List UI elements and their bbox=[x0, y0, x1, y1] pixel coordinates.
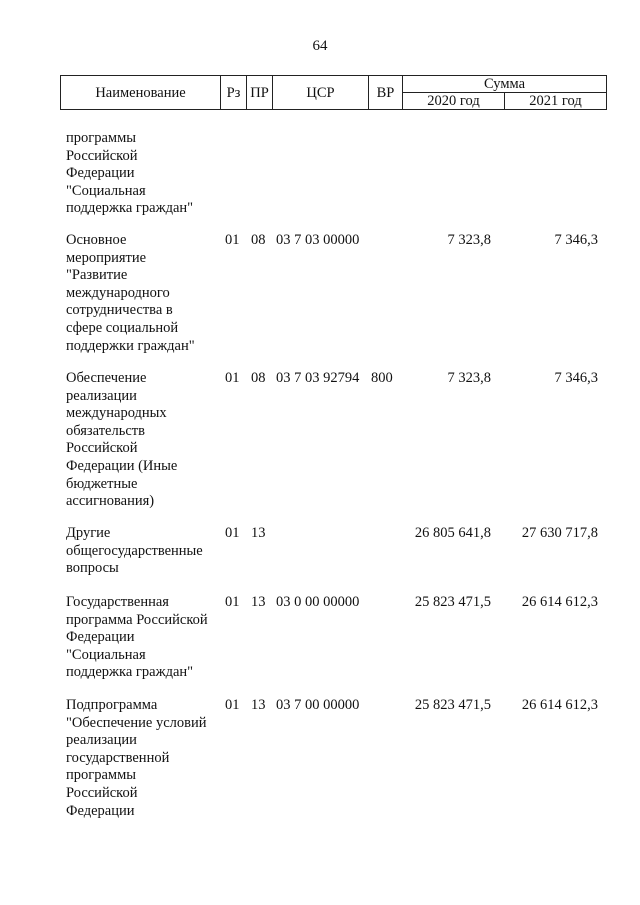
row-name bbox=[66, 697, 216, 820]
row-name-line: поддержка граждан" bbox=[66, 200, 194, 217]
row-rz: 01 bbox=[225, 232, 240, 248]
row-csr: 03 7 00 00000 bbox=[276, 697, 360, 713]
row-name-line: программы bbox=[66, 767, 136, 784]
row-sum-2020: 7 323,8 bbox=[447, 370, 491, 386]
header-year-2020: 2020 год bbox=[403, 93, 505, 110]
row-pr: 13 bbox=[251, 525, 266, 541]
row-pr: 13 bbox=[251, 594, 266, 610]
row-name bbox=[66, 232, 216, 355]
row-sum-2021: 26 614 612,3 bbox=[521, 594, 598, 610]
row-sum-2020: 7 323,8 bbox=[447, 232, 491, 248]
row-name-line: "Социальная bbox=[66, 646, 146, 663]
row-sum-2021: 7 346,3 bbox=[554, 232, 598, 248]
row-rz: 01 bbox=[225, 370, 240, 386]
row-name-line: Российской bbox=[66, 147, 138, 164]
row-name-line: Обеспечение bbox=[66, 370, 147, 386]
row-csr: 03 7 03 00000 bbox=[276, 232, 360, 248]
row-name-line: государственной bbox=[66, 749, 170, 766]
header-rz: Рз bbox=[221, 76, 247, 110]
row-name-line: Российской bbox=[66, 440, 138, 457]
row-name-line: Федерации (Иные bbox=[66, 457, 178, 474]
row-sum-2021: 26 614 612,3 bbox=[521, 697, 598, 713]
row-name bbox=[66, 594, 216, 682]
row-name-line: программа Российской bbox=[66, 611, 208, 628]
header-vr: ВР bbox=[369, 76, 403, 110]
row-rz: 01 bbox=[225, 697, 240, 713]
row-name-line: международного bbox=[66, 284, 170, 301]
table-header bbox=[60, 75, 607, 110]
row-name-line: поддержка граждан" bbox=[66, 664, 194, 681]
row-sum-2021: 7 346,3 bbox=[554, 370, 598, 386]
row-name-line: общегосударственные bbox=[66, 542, 203, 559]
header-sum: Сумма bbox=[403, 76, 607, 93]
row-name-line: "Развитие bbox=[66, 267, 128, 284]
row-csr: 03 7 03 92794 bbox=[276, 370, 360, 386]
row-name-line: "Обеспечение условий bbox=[66, 714, 207, 731]
row-name-line: поддержки граждан" bbox=[66, 337, 195, 354]
row-pr: 13 bbox=[251, 697, 266, 713]
row-name-line: реализации bbox=[66, 387, 137, 404]
row-name bbox=[66, 370, 216, 511]
row-name-line: вопросы bbox=[66, 560, 119, 577]
row-name-line: Основное bbox=[66, 232, 127, 248]
row-name-line: Российской bbox=[66, 784, 138, 801]
row-name-line: Подпрограмма bbox=[66, 697, 158, 713]
header-pr: ПР bbox=[247, 76, 273, 110]
row-pr: 08 bbox=[251, 370, 266, 386]
row-csr: 03 0 00 00000 bbox=[276, 594, 360, 610]
row-name-line: ассигнования) bbox=[66, 493, 155, 510]
row-rz: 01 bbox=[225, 525, 240, 541]
row-sum-2020: 26 805 641,8 bbox=[414, 525, 491, 541]
row-name-line: Государственная bbox=[66, 594, 169, 610]
row-name-line: международных bbox=[66, 405, 167, 422]
row-name-line: мероприятие bbox=[66, 249, 147, 266]
row-pr: 08 bbox=[251, 232, 266, 248]
row-name-line: программы bbox=[66, 130, 136, 146]
row-name-line: обязательств bbox=[66, 422, 145, 439]
row-sum-2021: 27 630 717,8 bbox=[521, 525, 598, 541]
row-rz: 01 bbox=[225, 594, 240, 610]
header-year-2021: 2021 год bbox=[505, 93, 607, 110]
page-number: 64 bbox=[312, 38, 328, 54]
header-csr: ЦСР bbox=[273, 76, 369, 110]
row-name-line: Федерации bbox=[66, 802, 135, 819]
row-name-line: бюджетные bbox=[66, 475, 138, 492]
row-name-line: реализации bbox=[66, 732, 137, 749]
row-name-line: Другие bbox=[66, 525, 111, 541]
row-name-line: Федерации bbox=[66, 165, 135, 182]
row-name-line: сфере социальной bbox=[66, 319, 179, 336]
row-name bbox=[66, 130, 216, 218]
header-name: Наименование bbox=[61, 76, 221, 110]
row-vr: 800 bbox=[371, 370, 393, 386]
row-name bbox=[66, 525, 216, 578]
row-name-line: Федерации bbox=[66, 629, 135, 646]
row-sum-2020: 25 823 471,5 bbox=[414, 594, 491, 610]
row-name-line: "Социальная bbox=[66, 182, 146, 199]
row-sum-2020: 25 823 471,5 bbox=[414, 697, 491, 713]
row-name-line: сотрудничества в bbox=[66, 302, 173, 319]
